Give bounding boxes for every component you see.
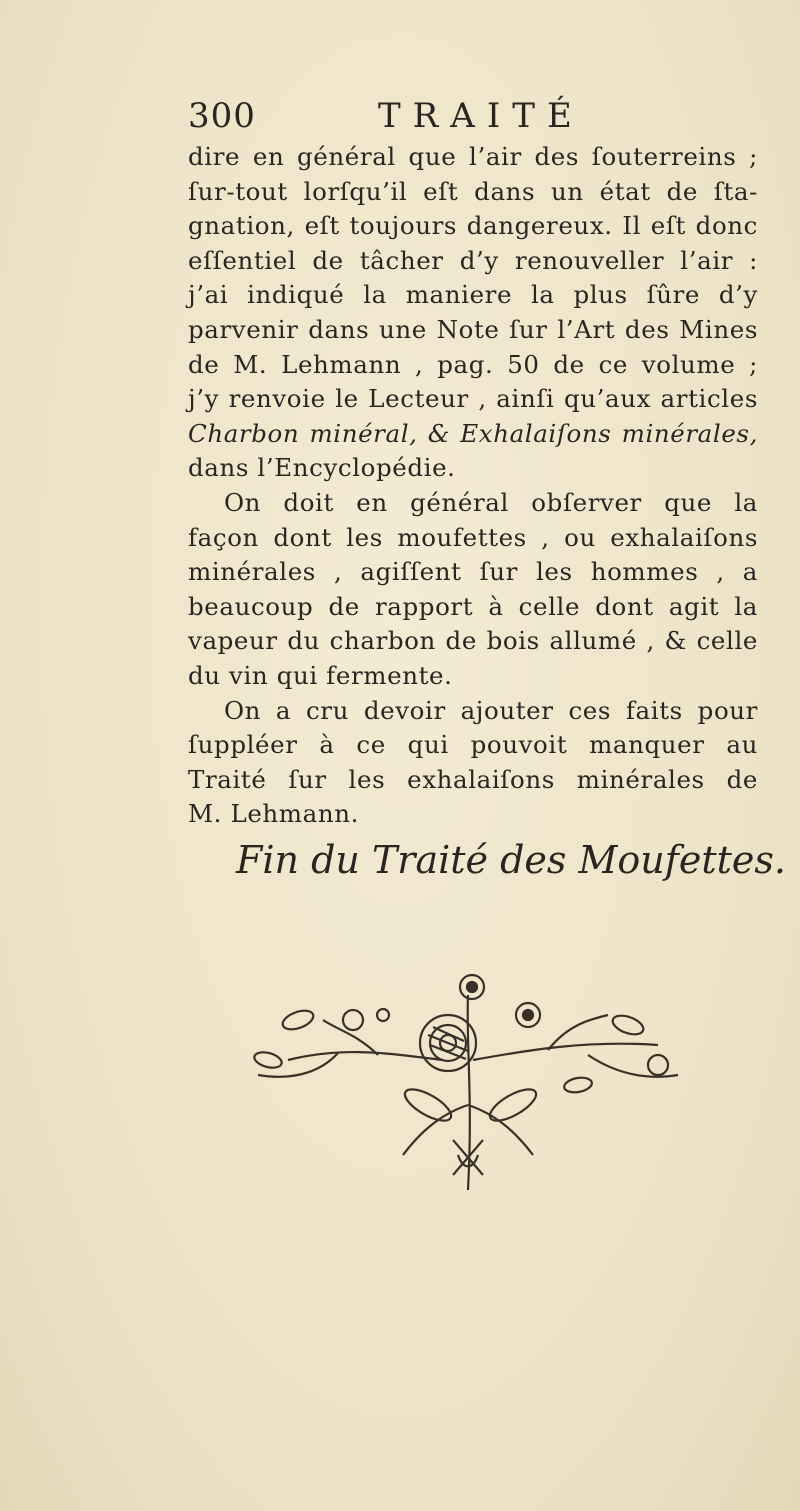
text-line: j’y renvoie le Lecteur , ainſi qu’aux articles [188,384,758,414]
text-line: façon dont les moufettes , ou exhalaiſons [188,522,758,552]
text-line: vapeur du charbon de bois allumé , & celle [188,626,758,656]
floral-vignette-icon [228,965,708,1205]
text-line: de M. Lehmann , pag. 50 de ce volume ; [188,349,758,379]
text-line: On doit en général obſerver que la [224,487,758,517]
text-line: Charbon minéral, & Exhalaiſons minérales, [188,418,758,448]
text-line: j’ai indiqué la maniere la plus ſûre d’y [188,280,758,310]
text-line: du vin qui fermente. [188,660,453,690]
text-line: ſur-tout lorſqu’il eſt dans un état de ſta- [188,176,758,206]
text-line: parvenir dans une Note ſur l’Art des Mines [188,314,758,344]
body-text [188,140,758,832]
page-header [188,92,748,142]
text-line: gnation, eſt toujours dangereux. Il eſt donc [188,211,758,241]
closing-line: Fin du Traité des Moufettes. [236,838,786,882]
text-line: Traité ſur les exhalaiſons minérales de [188,764,758,794]
text-line: dans l’Encyclopédie. [188,453,456,483]
text-line: dire en général que l’air des ſouterreins ; [188,142,758,171]
text-line: ſuppléer à ce qui pouvoit manquer au [188,730,758,760]
text-line: eſſentiel de tâcher d’y renouveller l’air : [188,245,758,275]
running-title: TRAITÉ [378,96,584,136]
text-line: On a cru devoir ajouter ces faits pour [224,695,758,725]
page-number: 300 [188,96,256,136]
text-line: M. Lehmann. [188,799,359,829]
text-line: minérales , agiſſent ſur les hommes , a [188,557,758,587]
text-line: beaucoup de rapport à celle dont agit la [188,591,758,621]
